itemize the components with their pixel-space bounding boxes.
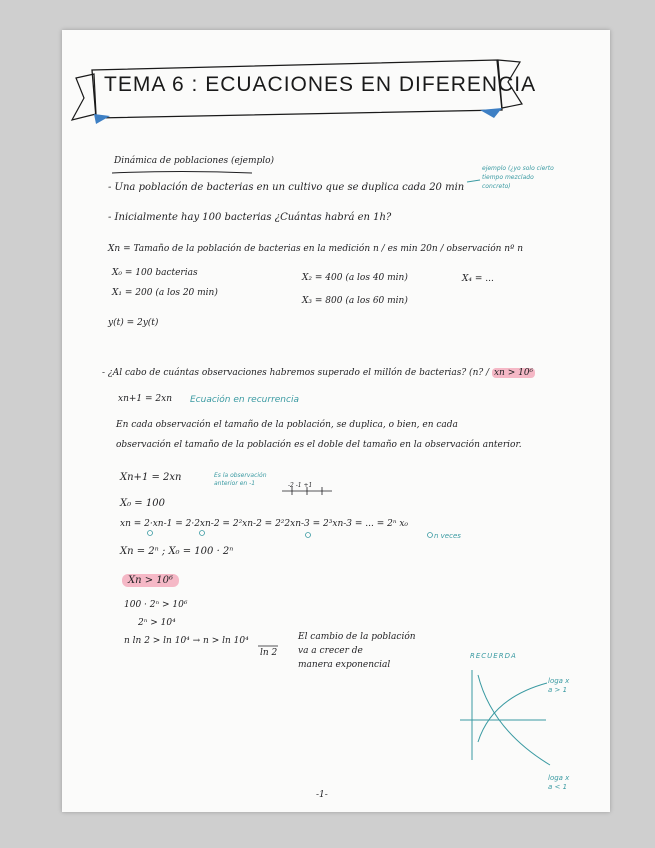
note-line: Es la observación [214, 472, 267, 479]
question-text: - ¿Al cabo de cuántas observaciones habremos superado el millón de bacterias? (n? / [102, 368, 490, 378]
x1-value: X₁ = 200 (a los 20 min) [112, 288, 218, 298]
paragraph-line-1: En cada observación el tamaño de la población, se duplica, o bien, en cada [116, 420, 458, 430]
n-veces-note: n veces [434, 532, 461, 540]
side-note-line: concreto) [482, 183, 511, 190]
differential-eq: y(t) = 2y(t) [108, 318, 159, 328]
recuerda-label: RECUERDA [470, 652, 517, 660]
eq-recurrence-note [214, 472, 267, 488]
inequality-3-denominator: ln 2 [260, 648, 278, 658]
inequality-highlight: Xn > 10⁶ [122, 574, 179, 587]
note-line: anterior en -1 [214, 480, 256, 487]
side-note-line: ejemplo (¿yo solo cierto [482, 165, 554, 172]
graph-label-line: a < 1 [548, 783, 568, 791]
notebook-page [62, 30, 610, 812]
x0-value: X₀ = 100 bacterias [112, 268, 198, 278]
graph-label-line: a > 1 [548, 686, 568, 694]
inequality-2: 2ⁿ > 10⁴ [138, 618, 176, 628]
closed-form-eq: Xn = 2ⁿ ; X₀ = 100 · 2ⁿ [120, 546, 234, 557]
number-line-labels: -2 -1 +1 [288, 482, 313, 489]
recurrence-eq: xn+1 = 2xn [118, 394, 172, 404]
intro-line-2: - Inicialmente hay 100 bacterias ¿Cuántas habrá en 1h? [108, 212, 392, 223]
side-note [482, 164, 554, 191]
x4-value: X₄ = ... [462, 274, 494, 284]
x3-value: X₃ = 800 (a los 60 min) [302, 296, 408, 306]
graph-label-line: loga x [548, 677, 570, 685]
graph-label-down [548, 774, 569, 792]
side-note-line: tiempo mezclado [482, 174, 534, 181]
conclusion-text [298, 630, 416, 672]
eq-recurrence-2: Xn+1 = 2xn [120, 472, 182, 483]
initial-value-eq: X₀ = 100 [120, 498, 165, 509]
recurrence-label: Ecuación en recurrencia [190, 395, 299, 405]
conclusion-line: El cambio de la población [298, 632, 416, 642]
question-highlight: xn > 10⁶ [493, 368, 534, 378]
graph-label-line: loga x [548, 774, 570, 782]
section-heading: Dinámica de poblaciones (ejemplo) [114, 156, 275, 166]
conclusion-line: va a crecer de [298, 646, 363, 656]
page-title: TEMA 6 : ECUACIONES EN DIFERENCIA [104, 73, 537, 96]
question-line [102, 368, 535, 378]
inequality-3: n ln 2 > ln 10⁴ → n > ln 10⁴ [124, 636, 249, 646]
page-number: -1- [316, 790, 328, 800]
x2-value: X₂ = 400 (a los 40 min) [302, 273, 408, 283]
intro-line-1: - Una población de bacterias en un cultivo que se duplica cada 20 min [108, 182, 465, 193]
graph-label-up [548, 677, 569, 695]
inequality-1: 100 · 2ⁿ > 10⁶ [124, 600, 188, 610]
paragraph-line-2: observación el tamaño de la población es el doble del tamaño en la observación anterior. [116, 440, 522, 450]
conclusion-line: manera exponencial [298, 660, 391, 670]
definition-line: Xn = Tamaño de la población de bacterias en la medición n / es min 20n / observación nº n [108, 244, 523, 254]
expansion-eq: xn = 2·xn-1 = 2·2xn-2 = 2²xn-2 = 2²2xn-3 = 2³xn-3 = ... = 2ⁿ x₀ [120, 519, 409, 529]
